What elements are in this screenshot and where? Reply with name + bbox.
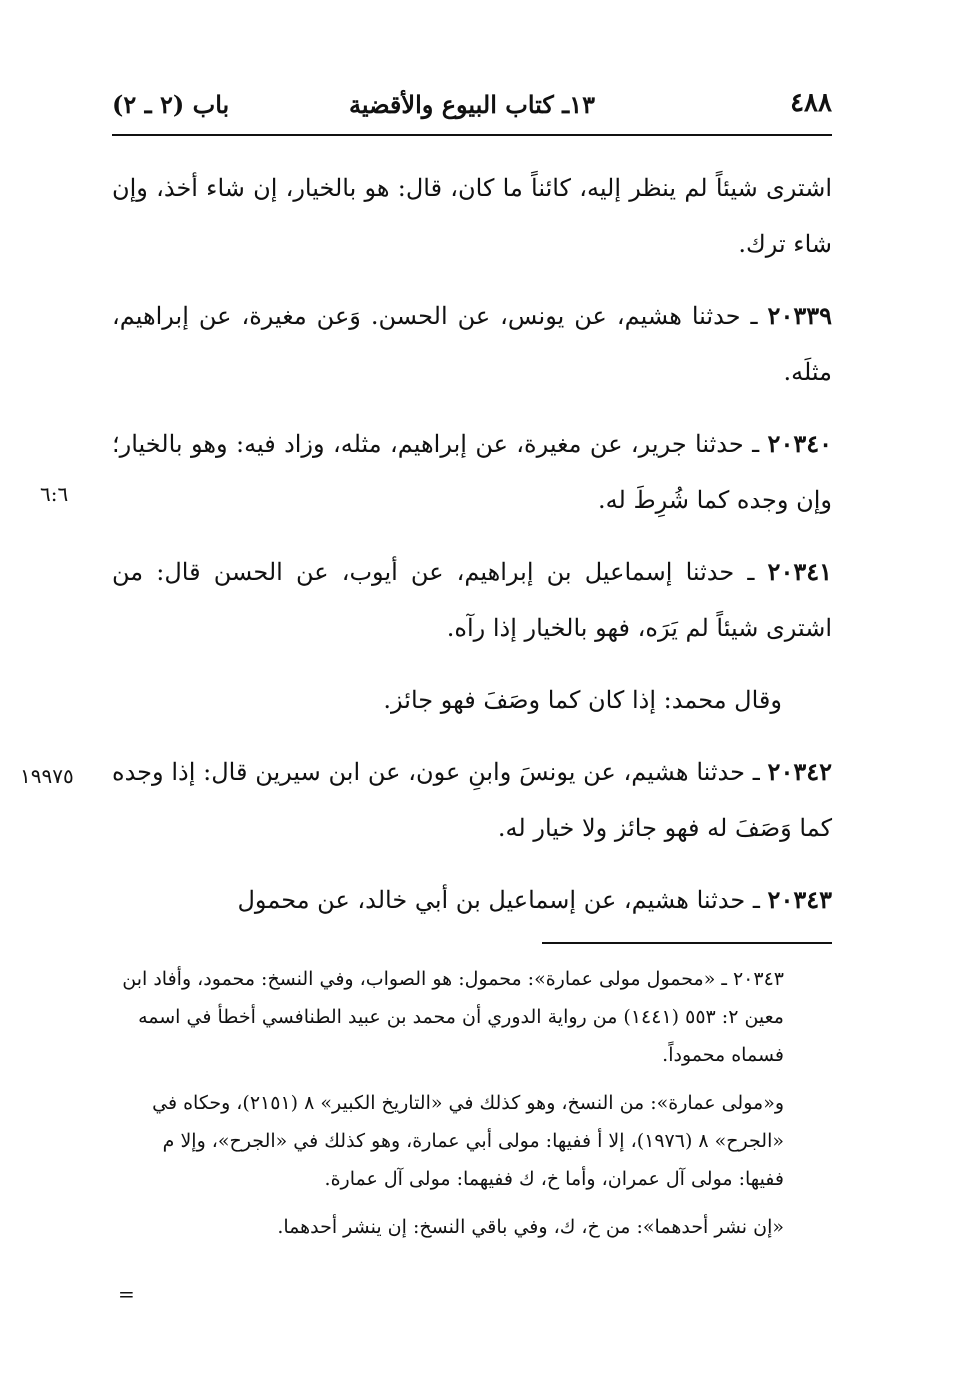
continuation-mark: =: [118, 1282, 135, 1306]
margin-reference: ٦:٦: [40, 482, 69, 506]
hadith-text: ـ حدثنا هشيم، عن يونسَ وابنِ عون، عن ابن سيرين قال: إذا وجده كما وَصَفَ له فهو جائز ولا خيار له.: [112, 758, 832, 842]
hadith-number: ٢٠٣٣٩: [767, 301, 832, 330]
hadith-number: ٢٠٣٤٠: [767, 429, 832, 458]
hadith-number: ٢٠٣٤١: [767, 557, 832, 586]
hadith-20343: [112, 872, 832, 928]
hadith-20340: [40, 416, 832, 528]
page-header: [112, 88, 832, 128]
main-text: [20, 160, 832, 944]
paragraph-continuation: اشترى شيئاً لم ينظر إليه، كائناً ما كان، قال: هو بالخيار، إن شاء أخذ، وإن شاء ترك.: [112, 174, 832, 258]
hadith-20341: [112, 544, 832, 656]
hadith-20342: [20, 744, 832, 856]
commentary-muhammad: وقال محمد: إذا كان كما وصَفَ فهو جائز.: [383, 686, 782, 714]
hadith-text: ـ حدثنا إسماعيل بن إبراهيم، عن أيوب، عن الحسن قال: من اشترى شيئاً لم يَرَه، فهو بالخيار إذا رآه.: [112, 558, 832, 642]
hadith-text: ـ حدثنا جرير، عن مغيرة، عن إبراهيم، مثله، وزاد فيه: وهو بالخيار؛ وإن وجده كما شُرِطَ له.: [112, 430, 832, 514]
footnote-2: و«مولى عمارة»: من النسخ، وهو كذلك في «التاريخ الكبير» ٨ (٢١٥١)، وحكاه في «الجرح» ٨ (١٩٧٦)، إلا أ ففيها: مولى أبي عمارة، وهو كذلك في «الجرح»، وإلا م ففيها: مولى آل عمران، وأما خ، ك ففيهما: مولى آل عمارة.: [152, 1092, 784, 1190]
page-number: ٤٨٨: [790, 88, 832, 118]
hadith-number: ٢٠٣٤٣: [767, 885, 832, 914]
hadith-text: ـ حدثنا هشيم، عن إسماعيل بن أبي خالد، عن محمول: [237, 886, 768, 914]
hadith-20339: [112, 288, 832, 400]
book-title: ١٣ـ كتاب البيوع والأقضية: [349, 90, 595, 119]
header-divider: [112, 134, 832, 136]
chapter-label: باب (٢ ـ ٢): [112, 90, 230, 119]
hadith-text: ـ حدثنا هشيم، عن يونس، عن الحسن. وَعن مغيرة، عن إبراهيم، مثلَه.: [112, 302, 832, 386]
footnote-3: «إن نشر أحدهما»: من خ، ك، وفي باقي النسخ: إن ينشر أحدهما.: [277, 1216, 784, 1238]
footnote-divider: [542, 942, 832, 944]
footnote-1: ٢٠٣٤٣ ـ «محمول مولى عمارة»: محمول: هو الصواب، وفي النسخ: محمود، وأفاد ابن معين ٢: ٥٥٣ (١٤٤١) من رواية الدوري أن محمد بن عبيد الطنافسي أخطأ في اسمه فسماه محموداً.: [122, 968, 784, 1066]
margin-reference: ١٩٩٧٥: [20, 764, 74, 788]
hadith-number: ٢٠٣٤٢: [767, 757, 832, 786]
footnotes: [112, 960, 832, 1256]
